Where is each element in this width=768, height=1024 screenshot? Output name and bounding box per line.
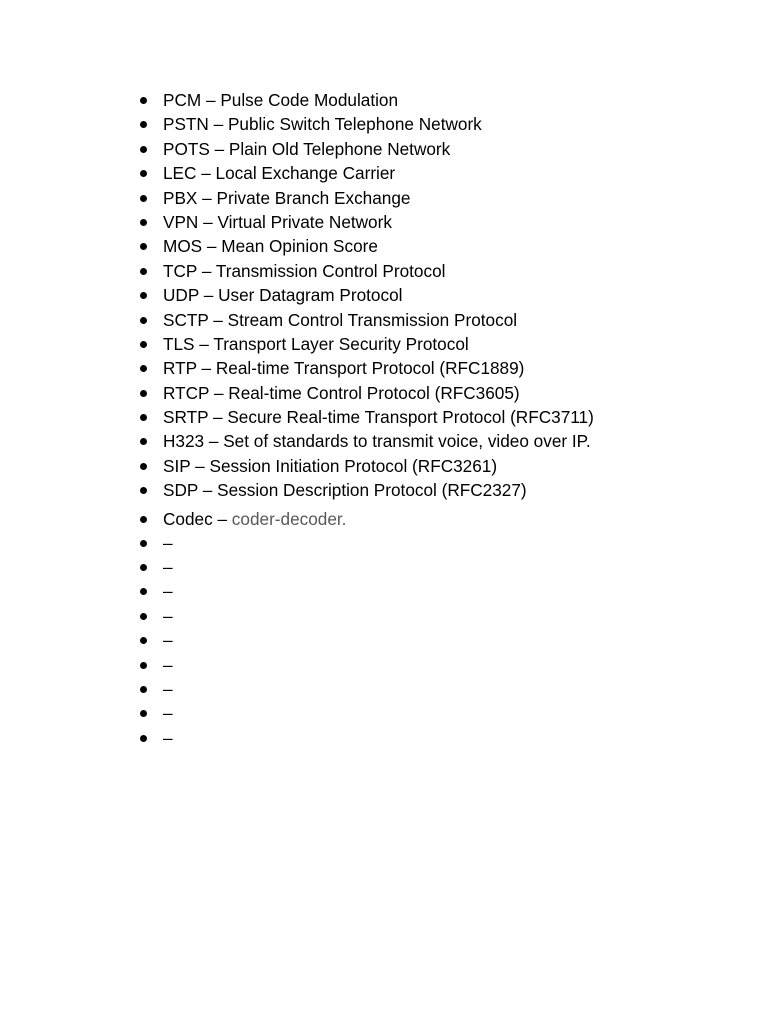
list-item-text — [163, 161, 395, 185]
list-item — [136, 283, 736, 307]
bullet-icon — [140, 243, 147, 250]
term: POTS — [163, 138, 210, 159]
list-item-text — [163, 429, 591, 453]
dash-text: – — [163, 532, 173, 553]
dash-text: – — [163, 678, 173, 699]
list-item-empty — [136, 579, 736, 603]
bullet-icon — [140, 463, 147, 470]
term: H323 — [163, 431, 205, 452]
list-item-text — [163, 186, 410, 210]
list-item-text — [163, 88, 398, 112]
list-item-empty — [136, 555, 736, 579]
list-item-empty — [136, 653, 736, 677]
term: PCM — [163, 90, 202, 110]
list-item-text — [163, 308, 517, 332]
definition: Session Initiation Protocol (RFC3261) — [209, 455, 498, 476]
dash-text: – — [163, 654, 173, 675]
definition: Local Exchange Carrier — [215, 163, 396, 184]
bullet-icon — [140, 662, 147, 669]
list-item — [136, 186, 736, 210]
definition: User Datagram Protocol — [218, 285, 403, 306]
bullet-icon — [140, 487, 147, 494]
list-item-text — [163, 112, 482, 136]
list-item — [136, 308, 736, 332]
list-item — [136, 332, 736, 356]
separator: – — [208, 309, 228, 330]
list-item — [136, 429, 736, 453]
definition: Pulse Code Modulation — [220, 90, 399, 110]
bullet-icon — [140, 195, 147, 202]
definition: coder-decoder. — [231, 508, 347, 529]
term: MOS — [163, 236, 203, 257]
definition: Transmission Control Protocol — [215, 260, 446, 281]
term: SIP — [163, 455, 191, 476]
bullet-icon — [140, 365, 147, 372]
term: VPN — [163, 211, 199, 232]
list-item-text — [163, 283, 402, 307]
term: SDP — [163, 480, 199, 501]
list-item — [136, 478, 736, 502]
separator: – — [201, 90, 221, 110]
bullet-icon — [140, 735, 147, 742]
bullet-icon — [140, 637, 147, 644]
dash-text: – — [163, 581, 173, 602]
term: PBX — [163, 187, 198, 208]
bullet-icon — [140, 219, 147, 226]
bullet-icon — [140, 97, 147, 104]
definition: Mean Opinion Score — [221, 236, 378, 257]
bullet-icon — [140, 438, 147, 445]
list-item-text — [163, 137, 450, 161]
term: Codec — [163, 508, 213, 529]
definition: Set of standards to transmit voice, video over IP. — [223, 431, 591, 452]
list-item — [136, 356, 736, 380]
definition: Real-time Control Protocol (RFC3605) — [228, 382, 520, 403]
list-item — [136, 88, 736, 112]
list-item-text — [163, 234, 378, 258]
list-item — [136, 161, 736, 185]
list-item — [136, 137, 736, 161]
dash-text: – — [163, 727, 173, 748]
dash-text: – — [163, 605, 173, 626]
list-item — [136, 112, 736, 136]
bullet-icon — [140, 516, 147, 523]
list-item — [136, 234, 736, 258]
list-item-text — [163, 356, 524, 380]
separator: – — [209, 138, 229, 159]
bullet-icon — [140, 710, 147, 717]
list-item-empty — [136, 677, 736, 701]
list-item-empty — [136, 726, 736, 750]
separator: – — [198, 211, 218, 232]
bullet-icon — [140, 414, 147, 421]
list-item-empty — [136, 531, 736, 555]
bullet-icon — [140, 292, 147, 299]
term: SRTP — [163, 407, 209, 428]
bullet-icon — [140, 686, 147, 693]
acronym-bullet-list — [136, 88, 736, 750]
list-item-text — [163, 332, 469, 356]
separator: – — [194, 333, 214, 354]
term: LEC — [163, 163, 197, 184]
bullet-icon — [140, 564, 147, 571]
list-item-text — [163, 507, 346, 531]
list-item — [136, 381, 736, 405]
bullet-icon — [140, 170, 147, 177]
term: RTP — [163, 358, 197, 379]
bullet-icon — [140, 268, 147, 275]
list-item-text — [163, 454, 497, 478]
definition: Real-time Transport Protocol (RFC1889) — [215, 358, 525, 379]
separator: – — [198, 480, 218, 501]
definition: Secure Real-time Transport Protocol (RFC3711) — [227, 407, 594, 428]
term: PSTN — [163, 114, 209, 135]
separator: – — [196, 358, 216, 379]
dash-text: – — [163, 703, 173, 724]
list-item-codec — [136, 507, 736, 531]
term: UDP — [163, 285, 199, 306]
bullet-icon — [140, 540, 147, 547]
term: TCP — [163, 260, 198, 281]
separator: – — [196, 163, 216, 184]
separator: – — [208, 114, 228, 135]
separator: – — [198, 285, 219, 306]
bullet-icon — [140, 146, 147, 153]
separator: – — [190, 455, 210, 476]
dash-text: – — [163, 630, 173, 651]
term: TLS — [163, 333, 195, 354]
separator: – — [208, 407, 228, 428]
list-item — [136, 405, 736, 429]
bullet-icon — [140, 588, 147, 595]
term: RTCP — [163, 382, 210, 403]
list-item-empty — [136, 628, 736, 652]
list-item-empty — [136, 701, 736, 725]
separator: – — [204, 431, 224, 452]
definition: Virtual Private Network — [217, 211, 392, 232]
separator: – — [202, 236, 222, 257]
definition: Plain Old Telephone Network — [228, 138, 451, 159]
list-item-text — [163, 478, 527, 502]
bullet-icon — [140, 613, 147, 620]
list-item — [136, 454, 736, 478]
dash-text: – — [163, 557, 173, 578]
list-item-text — [163, 405, 594, 429]
bullet-icon — [140, 390, 147, 397]
definition: Private Branch Exchange — [216, 187, 411, 208]
definition: Stream Control Transmission Protocol — [227, 309, 518, 330]
list-item-text — [163, 210, 392, 234]
list-item-text — [163, 259, 445, 283]
separator: – — [209, 382, 229, 403]
term: SCTP — [163, 309, 209, 330]
separator: – — [197, 187, 217, 208]
list-item-text — [163, 381, 520, 405]
separator: – — [197, 260, 216, 281]
list-item — [136, 259, 736, 283]
definition: Public Switch Telephone Network — [227, 114, 482, 135]
bullet-icon — [140, 341, 147, 348]
separator: – — [212, 508, 232, 529]
list-item-empty — [136, 604, 736, 628]
definition: Session Description Protocol (RFC2327) — [217, 480, 527, 501]
definition: Transport Layer Security Protocol — [213, 333, 469, 354]
list-item — [136, 210, 736, 234]
bullet-icon — [140, 317, 147, 324]
bullet-icon — [140, 121, 147, 128]
